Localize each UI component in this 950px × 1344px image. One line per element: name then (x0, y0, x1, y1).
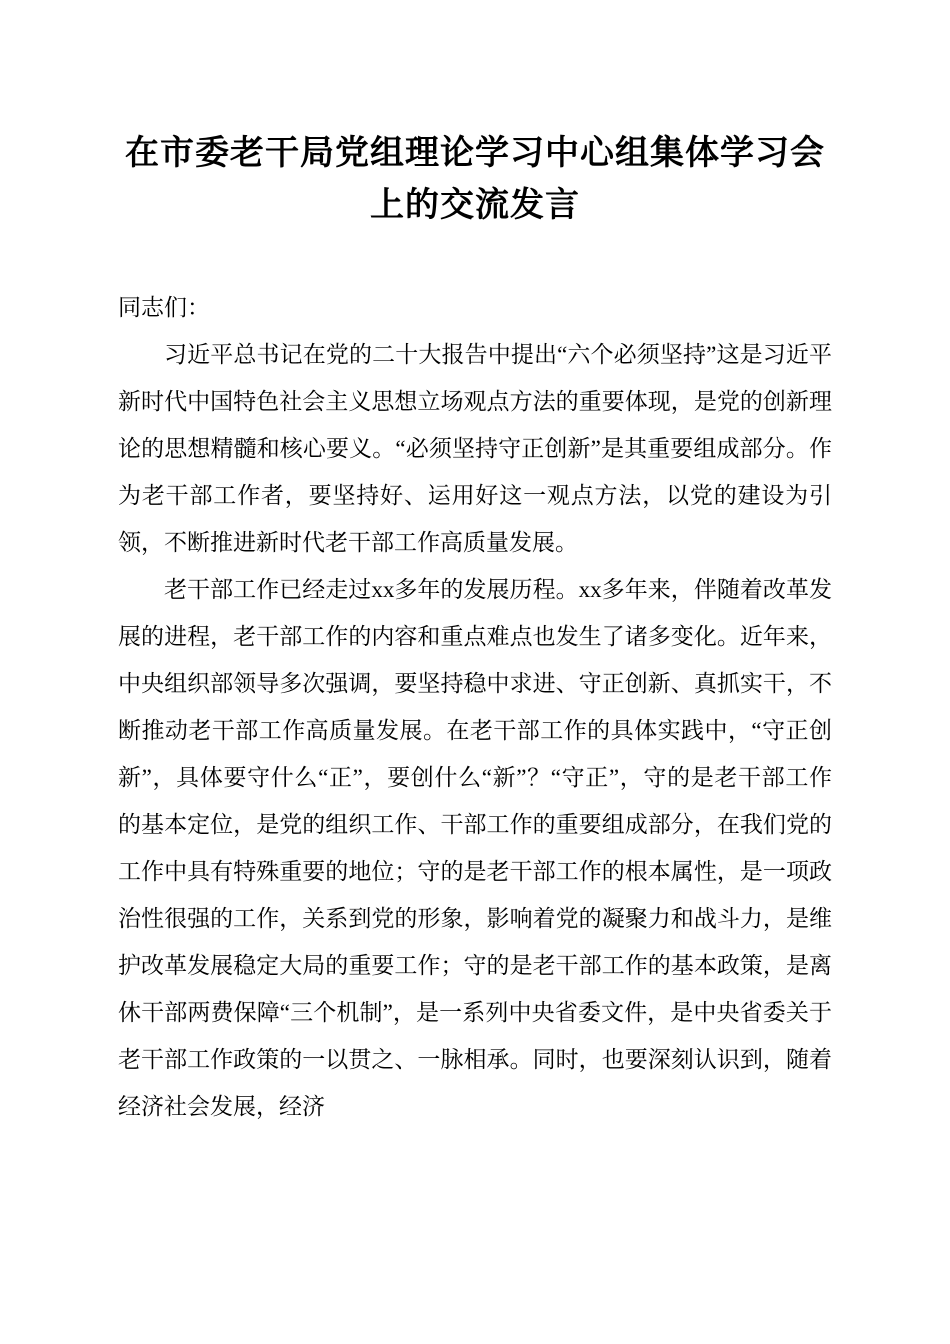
body-paragraph-1: 习近平总书记在党的二十大报告中提出“六个必须坚持”这是习近平新时代中国特色社会主义思想立场观点方法的重要体现，是党的创新理论的思想精髓和核心要义。“必须坚持守正创新”是其重要组成部分。作为老干部工作者，要坚持好、运用好这一观点方法，以党的建设为引领，不断推进新时代老干部工作高质量发展。 (118, 342, 832, 555)
body-paragraph-2: 老干部工作已经走过xx多年的发展历程。xx多年来，伴随着改革发展的进程，老干部工作的内容和重点难点也发生了诸多变化。近年来，中央组织部领导多次强调，要坚持稳中求进、守正创新、真抓实干，不断推动老干部工作高质量发展。在老干部工作的具体实践中，“守正创新”，具体要守什么“正”，要创什么“新”？“守正”，守的是老干部工作的基本定位，是党的组织工作、干部工作的重要组成部分，在我们党的工作中具有特殊重要的地位；守的是老干部工作的根本属性，是一项政治性很强的工作，关系到党的形象，影响着党的凝聚力和战斗力，是维护改革发展稳定大局的重要工作；守的是老干部工作的基本政策，是离休干部两费保障“三个机制”，是一系列中央省委文件，是中央省委关于老干部工作政策的一以贯之、一脉相承。同时，也要深刻认识到，随着经济社会发展，经济 (118, 577, 832, 1119)
document-body (118, 284, 832, 1130)
document-title (118, 128, 832, 232)
salutation-paragraph: 同志们： (118, 295, 210, 320)
document-title-line-1: 在市委老干局党组理论学习中心组集体学习会 (125, 135, 825, 172)
document-title-line-2: 上的交流发言 (370, 187, 580, 224)
